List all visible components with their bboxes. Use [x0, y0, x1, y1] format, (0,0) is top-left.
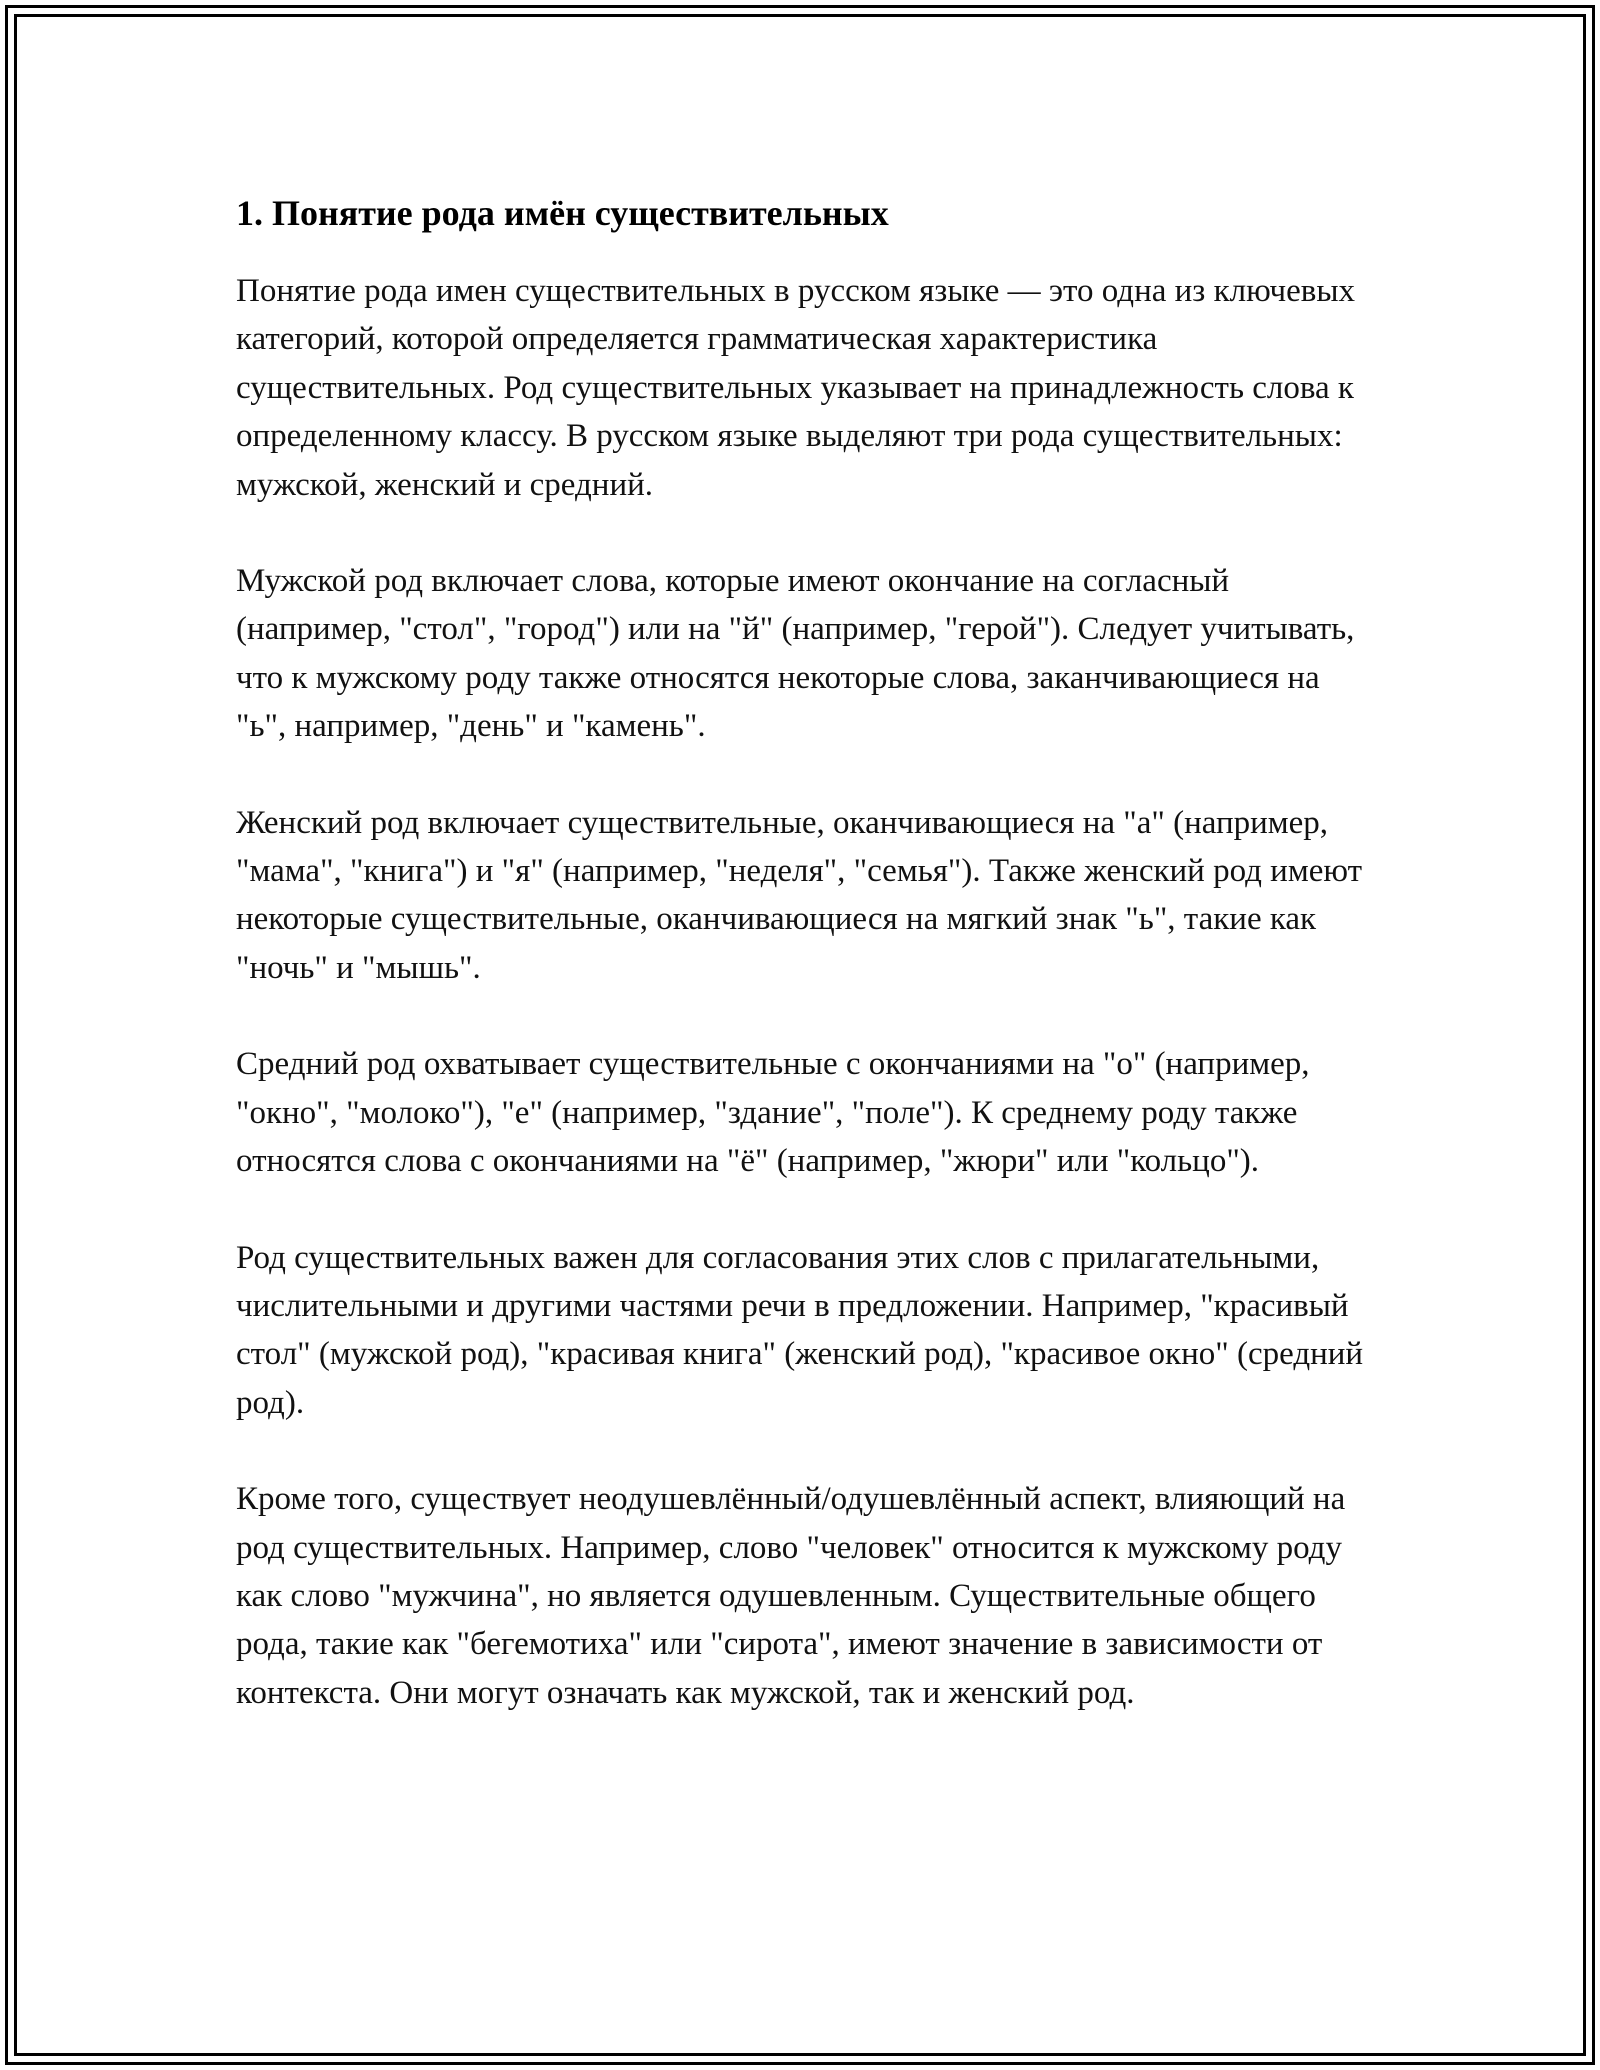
paragraph-masculine: Мужской род включает слова, которые имеют окончание на согласный (например, "стол", "город") или на "й" (например, "герой"). Следует учитывать, что к мужскому роду также относятся некоторые слова, заканчивающиеся на "ь", например, "день" и "камень". — [236, 563, 1355, 745]
paragraph-neuter: Средний род охватывает существительные с окончаниями на "о" (например, "окно", "молоко"), "е" (например, "здание", "поле"). К среднему роду также относятся слова с окончаниями на "ё" (например, "жюри" или "кольцо"). — [236, 1046, 1310, 1180]
paragraph-animacy: Кроме того, существует неодушевлённый/одушевлённый аспект, влияющий на род существительных. Например, слово "человек" относится к мужскому роду как слово "мужчина", но является одушевленным. Существительные общего рода, такие как "бегемотиха" или "сирота", имеют значение в зависимости от контекста. Они могут означать как мужской, так и женский род. — [236, 1481, 1346, 1711]
document-body — [236, 185, 1376, 1765]
paragraph-feminine: Женский род включает существительные, оканчивающиеся на "а" (например, "мама", "книга") и "я" (например, "неделя", "семья"). Также женский род имеют некоторые существительные, оканчивающиеся на мягкий знак "ь", такие как "ночь" и "мышь". — [236, 804, 1363, 986]
paragraph-agreement: Род существительных важен для согласования этих слов с прилагательными, числительными и другими частями речи в предложении. Например, "красивый стол" (мужской род), "красивая книга" (женский род), "красивое окно" (средний род). — [236, 1239, 1364, 1421]
section-heading: 1. Понятие рода имён существительных — [236, 193, 889, 233]
paragraph-intro: Понятие рода имен существительных в русском языке — это одна из ключевых категорий, которой определяется грамматическая характеристика существительных. Род существительных указывает на принадлежность слова к определенному классу. В русском языке выделяют три рода существительных: мужской, женский и средний. — [236, 273, 1355, 503]
